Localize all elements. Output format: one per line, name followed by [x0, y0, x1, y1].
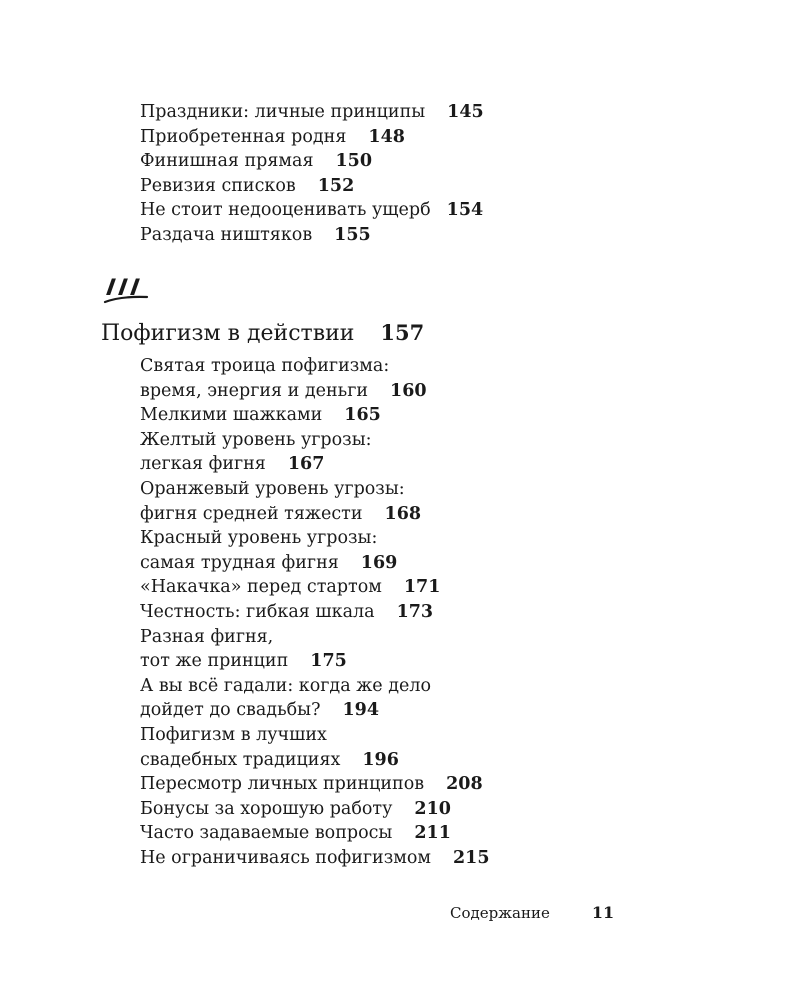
- running-footer-section: Содержание: [450, 904, 550, 922]
- toc-entry[interactable]: [140, 526, 700, 575]
- toc-entry-line: время, энергия и деньги 160: [140, 380, 427, 401]
- part-numeral-mark: [103, 273, 151, 309]
- toc-entry-line: Честность: гибкая шкала 173: [140, 601, 434, 622]
- toc-entry-line: Финишная прямая 150: [140, 151, 373, 172]
- toc-page-number: 215: [453, 847, 490, 868]
- toc-page-number: 194: [342, 700, 379, 721]
- part-numeral-icon: [103, 273, 151, 305]
- toc-page-number: 150: [335, 151, 373, 172]
- toc-entry-line: фигня средней тяжести 168: [140, 503, 422, 524]
- toc-page-number: 210: [414, 798, 451, 819]
- toc-entry[interactable]: [140, 198, 700, 223]
- toc-entry[interactable]: [140, 149, 700, 174]
- toc-entry-line: Ревизия списков 152: [140, 175, 355, 196]
- toc-page-number: 167: [287, 454, 325, 475]
- toc-page-number: 145: [447, 102, 484, 122]
- toc-page-number: 208: [446, 774, 483, 795]
- toc-entry[interactable]: [140, 477, 700, 526]
- toc-entry-line: Красный уровень угрозы:: [140, 528, 378, 549]
- toc-entry[interactable]: [140, 674, 700, 723]
- toc-entry[interactable]: [140, 428, 700, 477]
- toc-entry-line: свадебных традициях 196: [140, 749, 399, 770]
- part-title-text: Пофигизм в действии: [101, 321, 355, 346]
- footer-page-number: 11: [591, 903, 615, 922]
- toc-entry[interactable]: [140, 174, 700, 199]
- toc-entry[interactable]: [140, 403, 700, 428]
- toc-entry-line: Раздача ништяков 155: [140, 224, 371, 245]
- toc-entry[interactable]: [140, 354, 700, 403]
- toc-entry-line: Оранжевый уровень угрозы:: [140, 478, 405, 499]
- toc-entry[interactable]: [140, 575, 700, 600]
- toc-entry[interactable]: [140, 100, 700, 125]
- toc-page-number: 168: [384, 503, 422, 524]
- toc-page-number: 160: [390, 380, 427, 401]
- toc-entry[interactable]: [140, 723, 700, 772]
- toc-entry-line: тот же принцип 175: [140, 651, 347, 672]
- part-numeral-text: III: [105, 276, 141, 301]
- toc-part-list: [140, 354, 700, 870]
- toc-top-list: [140, 100, 700, 248]
- toc-entry-line: Пофигизм в лучших: [140, 724, 327, 745]
- toc-page-number: 155: [334, 224, 371, 245]
- toc-entry-line: Мелкими шажками 165: [140, 405, 381, 426]
- toc-entry[interactable]: [140, 821, 700, 846]
- toc-entry-line: Не стоит недооценивать ущерб 154: [140, 200, 484, 221]
- toc-entry-line: А вы всё гадали: когда же дело: [140, 675, 431, 696]
- toc-page-number: 154: [446, 200, 484, 221]
- toc-page-number: 211: [414, 823, 451, 844]
- toc-entry-line: Бонусы за хорошую работу 210: [140, 798, 451, 819]
- toc-entry[interactable]: [140, 797, 700, 822]
- toc-entry-line: Пересмотр личных принципов 208: [140, 774, 483, 795]
- toc-entry-line: Не ограничиваясь пофигизмом 215: [140, 847, 490, 868]
- toc-entry-line: Святая троица пофигизма:: [140, 356, 390, 376]
- toc-page-number: 169: [360, 552, 398, 573]
- toc-page-number: 173: [396, 601, 434, 622]
- toc-entry[interactable]: [140, 600, 700, 625]
- part-page-number: 157: [380, 320, 425, 345]
- toc-entry-line: самая трудная фигня 169: [140, 552, 398, 573]
- toc-entry-line: «Накачка» перед стартом 171: [140, 577, 441, 598]
- toc-entry[interactable]: [140, 125, 700, 150]
- toc-entry[interactable]: [140, 846, 700, 871]
- toc-page-number: 171: [403, 577, 441, 598]
- toc-entry-line: дойдет до свадьбы? 194: [140, 700, 379, 721]
- toc-entry[interactable]: [140, 223, 700, 248]
- toc-page-number: 196: [362, 749, 399, 770]
- toc-entry[interactable]: [140, 772, 700, 797]
- toc-entry-line: Часто задаваемые вопросы 211: [140, 823, 451, 844]
- toc-page-number: 148: [368, 126, 405, 147]
- toc-entry-line: Приобретенная родня 148: [140, 126, 405, 147]
- part-title[interactable]: [101, 318, 424, 349]
- toc-entry-line: легкая фигня 167: [140, 454, 325, 475]
- page-footer: [450, 903, 614, 922]
- toc-page-number: 152: [317, 175, 355, 196]
- toc-page-number: 175: [310, 651, 347, 672]
- toc-entry-line: Разная фигня,: [140, 626, 274, 647]
- toc-entry-line: Желтый уровень угрозы:: [140, 429, 372, 450]
- toc-entry-line: Праздники: личные принципы 145: [140, 102, 484, 122]
- toc-page-number: 165: [344, 405, 381, 426]
- toc-entry[interactable]: [140, 625, 700, 674]
